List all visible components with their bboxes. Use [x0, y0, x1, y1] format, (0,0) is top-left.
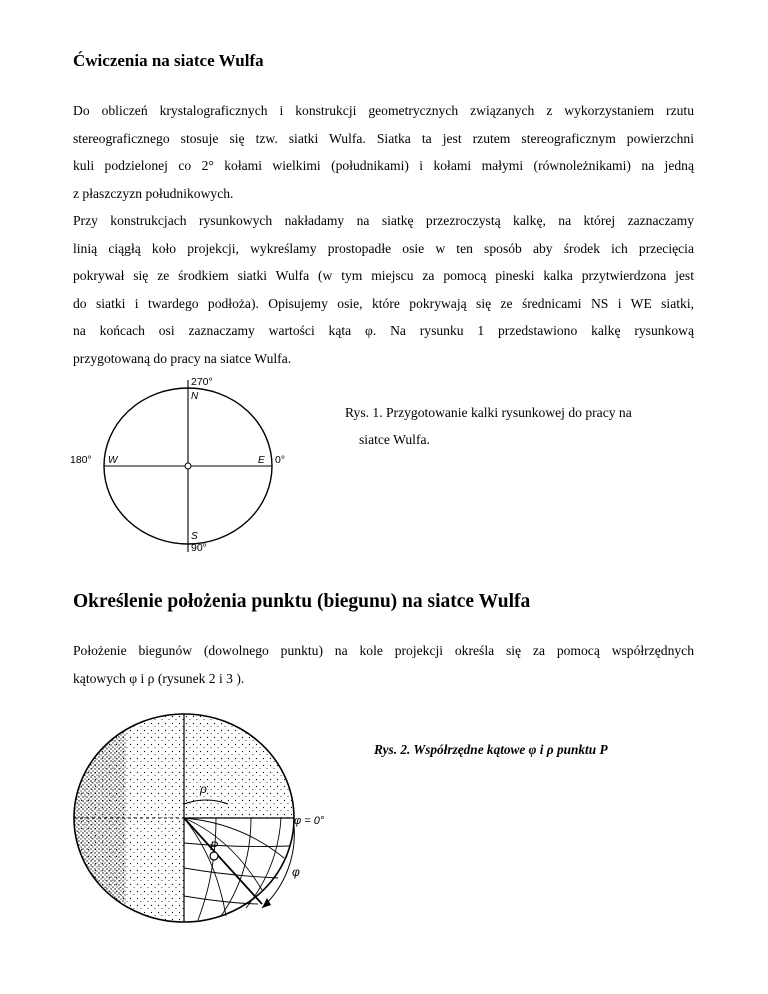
section-title: Określenie położenia punktu (biegunu) na siatce Wulfa: [73, 591, 531, 612]
e-label: E: [258, 455, 265, 466]
figure-1-projection-circle: [70, 372, 340, 568]
text-line: przygotowaną do pracy na siatce Wulfa.: [73, 350, 292, 366]
text-line: Przy konstrukcjach rysunkowych nakładamy na siatkę przezroczystą kalkę, na której zaznaczamy: [73, 213, 694, 228]
text-line: Położenie biegunów (dowolnego punktu) na kole projekcji określa się za pomocą współrzędnych: [73, 643, 694, 658]
point-p-label: P: [210, 839, 219, 853]
point-p-marker: [210, 852, 218, 860]
section-title: Ćwiczenia na siatce Wulfa: [73, 51, 264, 70]
rho-label: ρ: [200, 782, 207, 796]
center-pin: [185, 463, 191, 469]
text-line: z płaszczyzn południkowych.: [73, 185, 234, 201]
text-line: na końcach osi zaznaczamy wartości kąta φ. Na rysunku 1 przedstawiono kalkę rysunkową: [73, 323, 694, 338]
figure-2-caption: Rys. 2. Współrzędne kątowe φ i ρ punktu P: [374, 742, 608, 757]
intro-paragraph: [73, 97, 694, 372]
s-label: S: [191, 531, 198, 542]
phi-zero-label: φ = 0°: [294, 815, 325, 827]
left-angle-label: 180°: [70, 454, 92, 466]
figure-1-caption: [345, 399, 632, 453]
text-line: Do obliczeń krystalograficznych i konstrukcji geometrycznych związanych z wykorzystaniem rzutu: [73, 103, 694, 118]
right-angle-label: 0°: [275, 454, 286, 466]
text-line: kątowych φ i ρ (rysunek 2 i 3 ).: [73, 670, 245, 686]
text-line: pokrywał się ze środkiem siatki Wulfa (w tym miejscu za pomocą pineski kalka przytwierdzona jest: [73, 268, 694, 283]
position-paragraph: [73, 637, 694, 692]
w-label: W: [108, 455, 118, 466]
text-line: kuli podzielonej co 2° kołami wielkimi (południkami) i kołami małymi (równoleżnikami) na jedną: [73, 158, 694, 173]
n-label: N: [191, 391, 199, 402]
text-line: do siatki i twardego podłoża). Opisujemy osie, które pokrywają się ze średnicami NS i WE siatki,: [73, 295, 694, 311]
caption-line: Rys. 1. Przygotowanie kalki rysunkowej do pracy na: [345, 405, 632, 420]
text-line: stereograficznego stosuje się tzw. siatki Wulfa. Siatka ta jest rzutem stereograficznym powierzchni: [73, 130, 694, 146]
figure-2-wulff-net: [66, 708, 366, 958]
bottom-angle-label: 90°: [191, 542, 207, 554]
top-angle-label: 270°: [191, 376, 213, 388]
caption-line: siatce Wulfa.: [359, 432, 430, 447]
text-line: linią ciągłą koło projekcji, wykreślamy prostopadłe osie w ten sposób aby środek ich przecięcia: [73, 240, 694, 256]
phi-label: φ: [292, 865, 300, 879]
